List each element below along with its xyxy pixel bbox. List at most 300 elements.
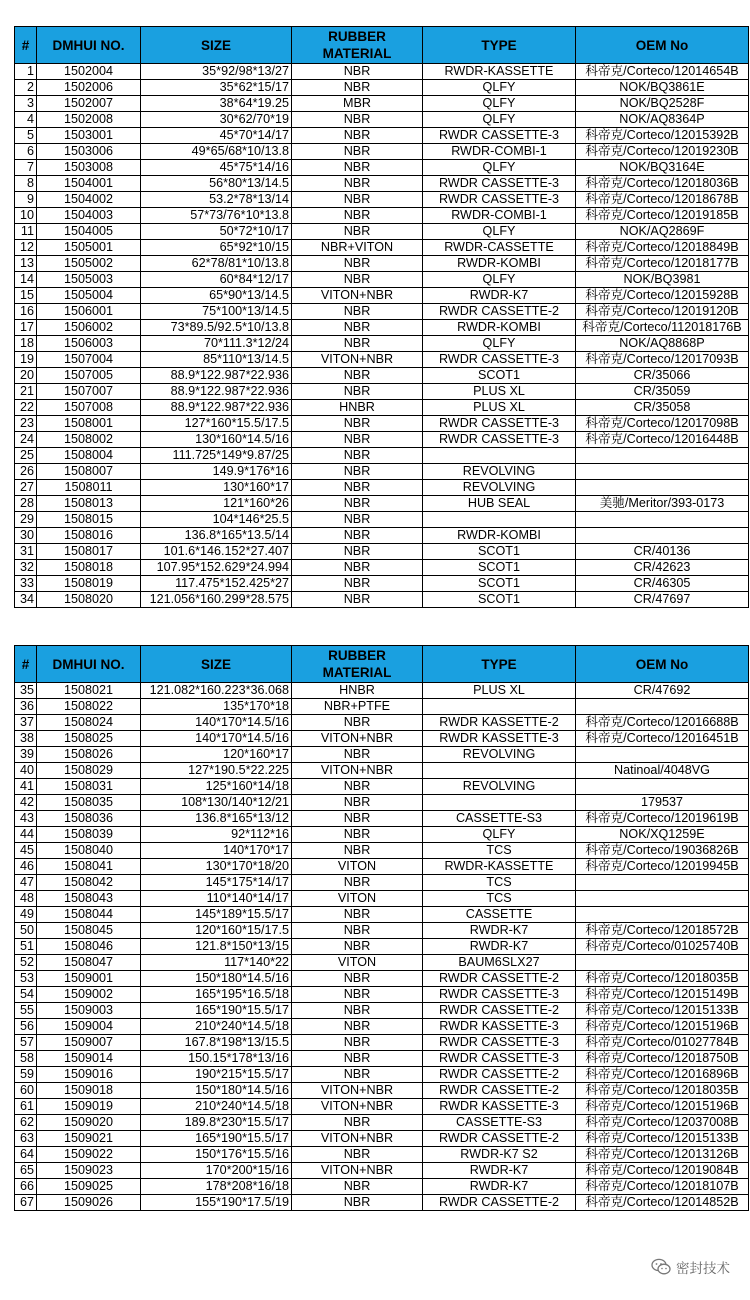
oem-number: 科帝克/Corteco/12019120B: [576, 304, 749, 320]
seal-type: HUB SEAL: [423, 496, 576, 512]
seal-type: TCS: [423, 843, 576, 859]
oem-number: CR/40136: [576, 544, 749, 560]
seal-type: PLUS XL: [423, 683, 576, 699]
row-number: 38: [15, 731, 37, 747]
table-row: [15, 1163, 749, 1179]
part-code: 1508016: [37, 528, 141, 544]
header-oem: OEM No: [576, 646, 749, 683]
part-size: 140*170*14.5/16: [141, 731, 292, 747]
table-row: [15, 400, 749, 416]
part-size: 121*160*26: [141, 496, 292, 512]
row-number: 61: [15, 1099, 37, 1115]
rubber-material: NBR: [292, 1115, 423, 1131]
part-size: 101.6*146.152*27.407: [141, 544, 292, 560]
row-number: 55: [15, 1003, 37, 1019]
oem-number: CR/47692: [576, 683, 749, 699]
part-size: 60*84*12/17: [141, 272, 292, 288]
row-number: 65: [15, 1163, 37, 1179]
part-code: 1508021: [37, 683, 141, 699]
rubber-material: NBR: [292, 480, 423, 496]
seal-type: RWDR CASSETTE-2: [423, 304, 576, 320]
table-row: [15, 304, 749, 320]
row-number: 21: [15, 384, 37, 400]
part-code: 1509021: [37, 1131, 141, 1147]
part-code: 1507008: [37, 400, 141, 416]
rubber-material: VITON+NBR: [292, 1083, 423, 1099]
row-number: 26: [15, 464, 37, 480]
rubber-material: NBR: [292, 592, 423, 608]
table-row: [15, 907, 749, 923]
part-code: 1509026: [37, 1195, 141, 1211]
row-number: 57: [15, 1035, 37, 1051]
seal-type: QLFY: [423, 224, 576, 240]
part-code: 1505001: [37, 240, 141, 256]
oem-number: 科帝克/Corteco/12037008B: [576, 1115, 749, 1131]
oem-number: 科帝克/Corteco/12019185B: [576, 208, 749, 224]
row-number: 1: [15, 64, 37, 80]
part-code: 1506003: [37, 336, 141, 352]
part-size: 110*140*14/17: [141, 891, 292, 907]
part-size: 107.95*152.629*24.994: [141, 560, 292, 576]
part-size: 189.8*230*15.5/17: [141, 1115, 292, 1131]
part-code: 1503001: [37, 128, 141, 144]
oem-number: 科帝克/Corteco/12016688B: [576, 715, 749, 731]
part-code: 1509001: [37, 971, 141, 987]
table-row: [15, 939, 749, 955]
rubber-material: NBR: [292, 1067, 423, 1083]
oem-number: 科帝克/Corteco/12016448B: [576, 432, 749, 448]
row-number: 10: [15, 208, 37, 224]
table-row: [15, 779, 749, 795]
oem-number: 科帝克/Corteco/12017093B: [576, 352, 749, 368]
table-row: [15, 811, 749, 827]
part-size: 70*111.3*12/24: [141, 336, 292, 352]
seal-type: RWDR CASSETTE-3: [423, 432, 576, 448]
oem-number: [576, 480, 749, 496]
seal-type: RWDR-KASSETTE: [423, 859, 576, 875]
rubber-material: VITON+NBR: [292, 1163, 423, 1179]
part-code: 1508007: [37, 464, 141, 480]
rubber-material: NBR: [292, 512, 423, 528]
oem-number: CR/35059: [576, 384, 749, 400]
seal-type: RWDR KASSETTE-3: [423, 1019, 576, 1035]
part-code: 1505004: [37, 288, 141, 304]
oem-number: 科帝克/Corteco/12018035B: [576, 1083, 749, 1099]
seal-type: RWDR-K7: [423, 1163, 576, 1179]
oem-number: 科帝克/Corteco/12018572B: [576, 923, 749, 939]
seal-type: RWDR CASSETTE-3: [423, 192, 576, 208]
table-row: [15, 512, 749, 528]
oem-number: 科帝克/Corteco/12014654B: [576, 64, 749, 80]
seal-type: SCOT1: [423, 544, 576, 560]
part-code: 1504003: [37, 208, 141, 224]
part-code: 1509020: [37, 1115, 141, 1131]
part-code: 1508044: [37, 907, 141, 923]
part-size: 85*110*13/14.5: [141, 352, 292, 368]
seal-type: [423, 448, 576, 464]
row-number: 8: [15, 176, 37, 192]
rubber-material: NBR: [292, 208, 423, 224]
part-size: 92*112*16: [141, 827, 292, 843]
table-row: [15, 1195, 749, 1211]
part-code: 1509002: [37, 987, 141, 1003]
header-size: SIZE: [141, 27, 292, 64]
table-row: [15, 144, 749, 160]
rubber-material: NBR: [292, 272, 423, 288]
table-row: [15, 112, 749, 128]
rubber-material: NBR: [292, 1179, 423, 1195]
table-row: [15, 715, 749, 731]
table-row: [15, 528, 749, 544]
part-size: 165*190*15.5/17: [141, 1003, 292, 1019]
rubber-material: NBR: [292, 496, 423, 512]
part-code: 1508039: [37, 827, 141, 843]
rubber-material: NBR: [292, 432, 423, 448]
row-number: 66: [15, 1179, 37, 1195]
seal-type: REVOLVING: [423, 480, 576, 496]
part-code: 1508015: [37, 512, 141, 528]
oem-number: [576, 464, 749, 480]
table-row: [15, 1083, 749, 1099]
seal-type: REVOLVING: [423, 747, 576, 763]
oem-number: 科帝克/Corteco/12014852B: [576, 1195, 749, 1211]
part-size: 121.8*150*13/15: [141, 939, 292, 955]
rubber-material: HNBR: [292, 400, 423, 416]
seal-type: CASSETTE-S3: [423, 1115, 576, 1131]
part-code: 1508004: [37, 448, 141, 464]
part-size: 50*72*10/17: [141, 224, 292, 240]
header-material: RUBBER MATERIAL: [292, 646, 423, 683]
row-number: 20: [15, 368, 37, 384]
part-code: 1508011: [37, 480, 141, 496]
seal-type: CASSETTE: [423, 907, 576, 923]
seal-type: RWDR-COMBI-1: [423, 208, 576, 224]
table-row: [15, 272, 749, 288]
seal-type: BAUM6SLX27: [423, 955, 576, 971]
row-number: 54: [15, 987, 37, 1003]
row-number: 9: [15, 192, 37, 208]
seal-type: QLFY: [423, 827, 576, 843]
part-size: 30*62/70*19: [141, 112, 292, 128]
seal-type: [423, 763, 576, 779]
part-code: 1502007: [37, 96, 141, 112]
part-size: 136.8*165*13.5/14: [141, 528, 292, 544]
table-row: [15, 128, 749, 144]
part-size: 178*208*16/18: [141, 1179, 292, 1195]
part-size: 104*146*25.5: [141, 512, 292, 528]
row-number: 45: [15, 843, 37, 859]
rubber-material: MBR: [292, 96, 423, 112]
oem-number: [576, 528, 749, 544]
table-row: [15, 1067, 749, 1083]
row-number: 33: [15, 576, 37, 592]
rubber-material: NBR: [292, 416, 423, 432]
seal-type: QLFY: [423, 112, 576, 128]
part-code: 1508022: [37, 699, 141, 715]
seal-type: SCOT1: [423, 576, 576, 592]
seal-type: TCS: [423, 891, 576, 907]
oem-number: [576, 955, 749, 971]
part-size: 145*189*15.5/17: [141, 907, 292, 923]
rubber-material: VITON+NBR: [292, 763, 423, 779]
rubber-material: VITON: [292, 955, 423, 971]
rubber-material: VITON: [292, 891, 423, 907]
part-size: 120*160*17: [141, 747, 292, 763]
table-row: [15, 544, 749, 560]
part-size: 56*80*13/14.5: [141, 176, 292, 192]
table-row: [15, 384, 749, 400]
table-body-1: [15, 64, 749, 608]
table-row: [15, 160, 749, 176]
part-code: 1509007: [37, 1035, 141, 1051]
rubber-material: NBR: [292, 715, 423, 731]
row-number: 13: [15, 256, 37, 272]
part-code: 1508018: [37, 560, 141, 576]
part-size: 170*200*15/16: [141, 1163, 292, 1179]
part-size: 150*180*14.5/16: [141, 971, 292, 987]
seal-type: PLUS XL: [423, 384, 576, 400]
row-number: 53: [15, 971, 37, 987]
table-row: [15, 192, 749, 208]
part-code: 1509018: [37, 1083, 141, 1099]
part-size: 127*190.5*22.225: [141, 763, 292, 779]
part-size: 62*78/81*10/13.8: [141, 256, 292, 272]
row-number: 18: [15, 336, 37, 352]
oem-number: 科帝克/Corteco/12019084B: [576, 1163, 749, 1179]
part-size: 88.9*122.987*22.936: [141, 400, 292, 416]
part-code: 1508013: [37, 496, 141, 512]
oem-number: [576, 891, 749, 907]
seal-type: RWDR CASSETTE-2: [423, 1083, 576, 1099]
oem-number: 科帝克/Corteco/12019945B: [576, 859, 749, 875]
seal-type: RWDR CASSETTE-3: [423, 987, 576, 1003]
table-row: [15, 1179, 749, 1195]
oem-number: Natinoal/4048VG: [576, 763, 749, 779]
row-number: 63: [15, 1131, 37, 1147]
part-size: 136.8*165*13/12: [141, 811, 292, 827]
oem-number: CR/35066: [576, 368, 749, 384]
part-code: 1503006: [37, 144, 141, 160]
header-no: #: [15, 646, 37, 683]
rubber-material: NBR: [292, 144, 423, 160]
rubber-material: NBR: [292, 336, 423, 352]
part-code: 1508024: [37, 715, 141, 731]
rubber-material: NBR: [292, 795, 423, 811]
oem-number: CR/35058: [576, 400, 749, 416]
rubber-material: NBR: [292, 528, 423, 544]
part-code: 1508045: [37, 923, 141, 939]
row-number: 28: [15, 496, 37, 512]
row-number: 7: [15, 160, 37, 176]
seal-type: TCS: [423, 875, 576, 891]
oem-number: NOK/BQ3981: [576, 272, 749, 288]
oem-number: CR/47697: [576, 592, 749, 608]
part-size: 150*176*15.5/16: [141, 1147, 292, 1163]
row-number: 5: [15, 128, 37, 144]
rubber-material: VITON+NBR: [292, 1131, 423, 1147]
part-size: 38*64*19.25: [141, 96, 292, 112]
seal-type: QLFY: [423, 336, 576, 352]
oem-number: 科帝克/Corteco/12015196B: [576, 1019, 749, 1035]
rubber-material: NBR+VITON: [292, 240, 423, 256]
part-code: 1508001: [37, 416, 141, 432]
table-row: [15, 875, 749, 891]
seal-type: QLFY: [423, 96, 576, 112]
oem-number: 科帝克/Corteco/12015196B: [576, 1099, 749, 1115]
part-code: 1507004: [37, 352, 141, 368]
part-code: 1509004: [37, 1019, 141, 1035]
table-row: [15, 176, 749, 192]
oem-number: 179537: [576, 795, 749, 811]
header-type: TYPE: [423, 646, 576, 683]
part-size: 150*180*14.5/16: [141, 1083, 292, 1099]
header-code: DMHUI NO.: [37, 646, 141, 683]
part-code: 1504005: [37, 224, 141, 240]
table-row: [15, 64, 749, 80]
table-row: [15, 224, 749, 240]
part-code: 1509022: [37, 1147, 141, 1163]
rubber-material: NBR: [292, 1003, 423, 1019]
row-number: 22: [15, 400, 37, 416]
row-number: 14: [15, 272, 37, 288]
part-size: 120*160*15/17.5: [141, 923, 292, 939]
seal-type: RWDR KASSETTE-3: [423, 1099, 576, 1115]
seal-type: QLFY: [423, 272, 576, 288]
table-row: [15, 795, 749, 811]
rubber-material: NBR: [292, 544, 423, 560]
table-row: [15, 352, 749, 368]
rubber-material: NBR: [292, 843, 423, 859]
row-number: 29: [15, 512, 37, 528]
part-size: 45*75*14/16: [141, 160, 292, 176]
seal-type: [423, 512, 576, 528]
table-row: [15, 731, 749, 747]
oem-number: 科帝克/Corteco/12018035B: [576, 971, 749, 987]
oem-number: 科帝克/Corteco/12013126B: [576, 1147, 749, 1163]
part-size: 130*160*14.5/16: [141, 432, 292, 448]
table-row: [15, 560, 749, 576]
rubber-material: NBR: [292, 560, 423, 576]
part-size: 65*92*10/15: [141, 240, 292, 256]
part-code: 1508046: [37, 939, 141, 955]
oem-number: NOK/AQ8364P: [576, 112, 749, 128]
row-number: 67: [15, 1195, 37, 1211]
row-number: 3: [15, 96, 37, 112]
header-material: RUBBER MATERIAL: [292, 27, 423, 64]
seal-type: RWDR-K7 S2: [423, 1147, 576, 1163]
seal-type: RWDR KASSETTE-3: [423, 731, 576, 747]
part-size: 130*160*17: [141, 480, 292, 496]
oem-number: 科帝克/Corteco/12016896B: [576, 1067, 749, 1083]
rubber-material: NBR: [292, 1035, 423, 1051]
part-size: 88.9*122.987*22.936: [141, 368, 292, 384]
table-body-2: [15, 683, 749, 1211]
rubber-material: NBR: [292, 1195, 423, 1211]
part-code: 1508041: [37, 859, 141, 875]
oem-number: 科帝克/Corteco/01025740B: [576, 939, 749, 955]
table-row: [15, 464, 749, 480]
part-code: 1508047: [37, 955, 141, 971]
part-size: 111.725*149*9.87/25: [141, 448, 292, 464]
seal-type: RWDR-K7: [423, 288, 576, 304]
table-row: [15, 971, 749, 987]
table-row: [15, 843, 749, 859]
part-code: 1509019: [37, 1099, 141, 1115]
seal-type: SCOT1: [423, 592, 576, 608]
row-number: 47: [15, 875, 37, 891]
part-size: 88.9*122.987*22.936: [141, 384, 292, 400]
part-code: 1505003: [37, 272, 141, 288]
seal-type: RWDR-KASSETTE: [423, 64, 576, 80]
rubber-material: NBR: [292, 811, 423, 827]
rubber-material: NBR: [292, 320, 423, 336]
part-code: 1508040: [37, 843, 141, 859]
oem-number: 美驰/Meritor/393-0173: [576, 496, 749, 512]
seal-type: RWDR-K7: [423, 923, 576, 939]
row-number: 43: [15, 811, 37, 827]
row-number: 2: [15, 80, 37, 96]
part-size: 165*190*15.5/17: [141, 1131, 292, 1147]
row-number: 56: [15, 1019, 37, 1035]
rubber-material: NBR: [292, 384, 423, 400]
table-row: [15, 1051, 749, 1067]
rubber-material: NBR: [292, 987, 423, 1003]
row-number: 34: [15, 592, 37, 608]
oem-number: 科帝克/Corteco/12018177B: [576, 256, 749, 272]
row-number: 51: [15, 939, 37, 955]
row-number: 27: [15, 480, 37, 496]
seal-type: REVOLVING: [423, 464, 576, 480]
seal-type: RWDR-KOMBI: [423, 256, 576, 272]
part-code: 1504002: [37, 192, 141, 208]
part-code: 1502006: [37, 80, 141, 96]
table-row: [15, 416, 749, 432]
row-number: 59: [15, 1067, 37, 1083]
table-header-row: [15, 27, 749, 64]
rubber-material: NBR: [292, 368, 423, 384]
rubber-material: NBR: [292, 224, 423, 240]
table-row: [15, 240, 749, 256]
table-row: [15, 592, 749, 608]
seal-type: REVOLVING: [423, 779, 576, 795]
seal-type: RWDR CASSETTE-2: [423, 1195, 576, 1211]
part-code: 1507005: [37, 368, 141, 384]
row-number: 19: [15, 352, 37, 368]
part-size: 190*215*15.5/17: [141, 1067, 292, 1083]
seal-type: SCOT1: [423, 560, 576, 576]
row-number: 50: [15, 923, 37, 939]
part-size: 75*100*13/14.5: [141, 304, 292, 320]
part-size: 140*170*17: [141, 843, 292, 859]
rubber-material: NBR: [292, 1051, 423, 1067]
rubber-material: VITON+NBR: [292, 1099, 423, 1115]
seal-type: RWDR CASSETTE-3: [423, 1035, 576, 1051]
oem-number: [576, 747, 749, 763]
header-oem: OEM No: [576, 27, 749, 64]
rubber-material: VITON: [292, 859, 423, 875]
seal-type: RWDR-COMBI-1: [423, 144, 576, 160]
row-number: 35: [15, 683, 37, 699]
rubber-material: NBR: [292, 971, 423, 987]
seal-type: RWDR-KOMBI: [423, 320, 576, 336]
part-size: 130*170*18/20: [141, 859, 292, 875]
row-number: 17: [15, 320, 37, 336]
oem-number: [576, 875, 749, 891]
table-row: [15, 256, 749, 272]
rubber-material: VITON+NBR: [292, 288, 423, 304]
row-number: 24: [15, 432, 37, 448]
row-number: 40: [15, 763, 37, 779]
